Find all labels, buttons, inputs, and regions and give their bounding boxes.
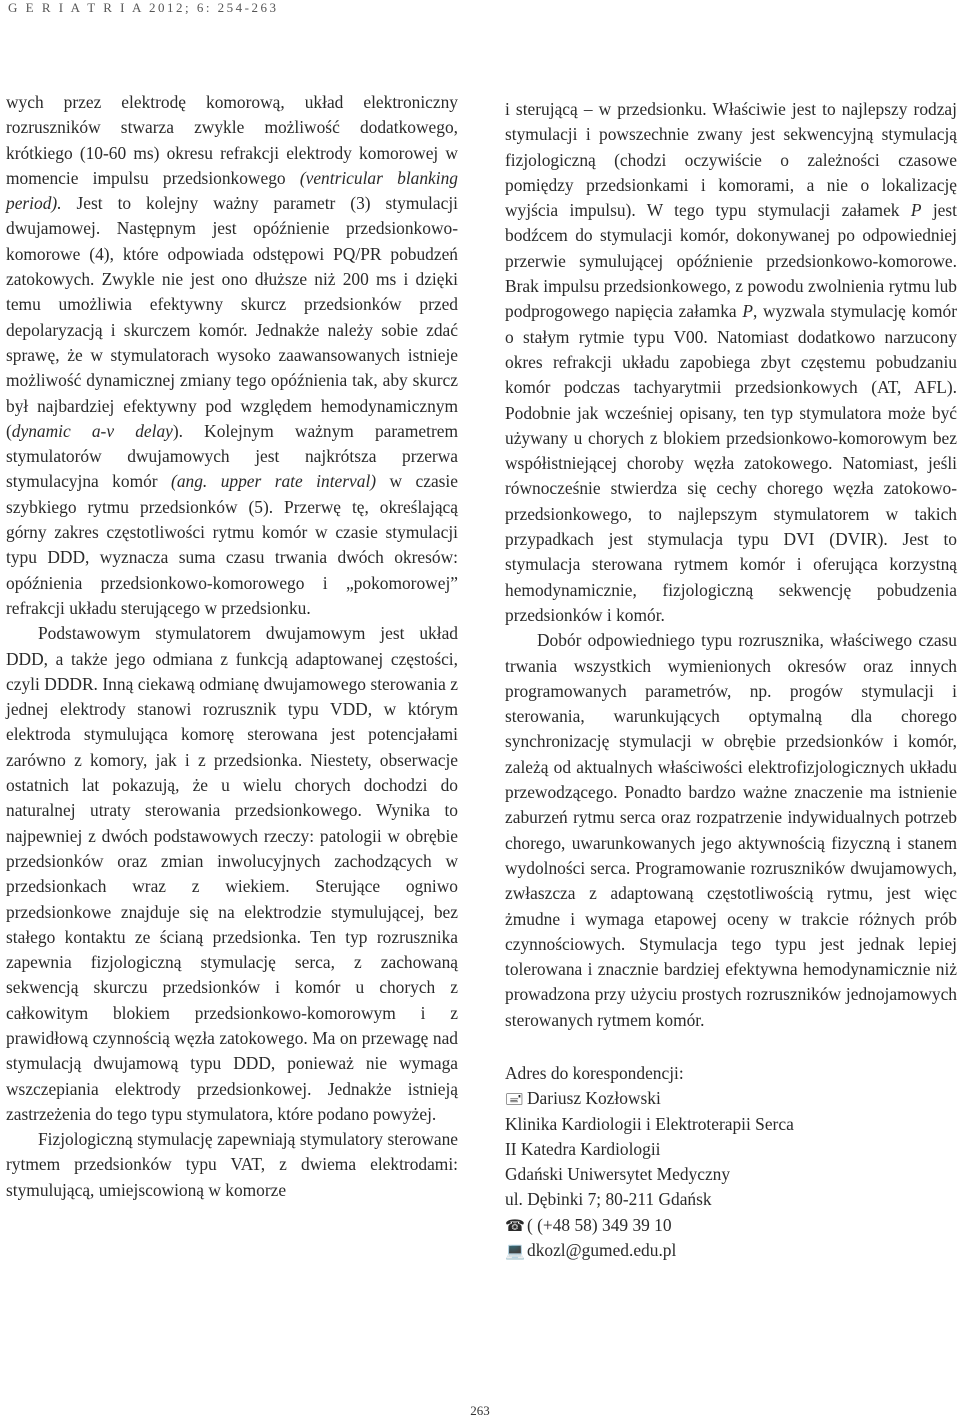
address-line: Gdański Uniwersytet Medyczny [505, 1164, 731, 1185]
computer-icon: 💻 [505, 1241, 525, 1261]
paragraph: Fizjologiczną stymulację zapewniają stymulatory sterowane rytmem przedsionków typu VAT, z dwiema elektrodami: stymulującą, umiejscowioną w komorze [6, 1129, 458, 1200]
address-line: Klinika Kardiologii i Elektroterapii Serca [505, 1113, 794, 1134]
running-head: G E R I A T R I A 2012; 6: 254-263 [8, 0, 279, 15]
correspondence-heading: Adres do korespondencji: [505, 1062, 684, 1083]
phone-number: ( (+48 58) 349 39 10 [527, 1214, 672, 1235]
right-column [505, 97, 957, 1263]
phone-icon: ☎ [505, 1215, 525, 1235]
email-line [505, 1238, 957, 1263]
address-line: ul. Dębinki 7; 80-211 Gdańsk [505, 1189, 712, 1210]
paragraph: Podstawowym stymulatorem dwujamowym jest układ DDD, a także jego odmiana z funkcją adaptowanej częstości, czyli DDDR. Inną ciekawą odmianę dwujamowego sterowania z jednej elektrody stanowi rozrusznik typu VDD, w którym elektroda stymulująca komorę sterowana jest potencjałami zarówno z komory, jak i z przedsionka. Niestety, obserwacje ostatnich lat pokazują, że u wielu chorych dochodzi do naturalnej utraty sterowania przedsionkowego. Wynika to najpewniej z dwóch podstawowych rzeczy: patologii w obrębie przedsionków oraz zmian inwolucyjnych zachodzących w przedsionkach wraz z wiekiem. Sterujące ogniwo przedsionkowe znajduje się na elektrodzie stymulującej, bez stałego kontaktu ze ścianą przedsionka. Ten typ rozrusznika zapewnia fizjologiczną stymulację serca, z zachowaną sekwencją skurczu przedsionków i komór u chorych z całkowitym blokiem przedsionkowo-komorowym i z prawidłową czynnością węzła zatokowego. Ma on przewagę nad stymulacją dwujamową typu DDD, ponieważ nie wymaga wszczepiania elektrody przedsionkowej. Jednakże istnieją zastrzeżenia do tego typu stymulatora, które podano powyżej. [6, 623, 458, 1124]
left-column [6, 90, 458, 1203]
page-number: 263 [470, 1403, 490, 1418]
correspondence-name-line [505, 1086, 957, 1111]
correspondence-block [505, 1061, 957, 1263]
paragraph: i sterującą – w przedsionku. Właściwie jest to najlepszy rodzaj stymulacji i powszechnie zwany jest sekwencyjną stymulacją fizjologiczną (chodzi oczywiście o zależności czasowe pomiędzy przedsionkami i komorami, a nie o lokalizację wyjścia impulsu). W tego typu stymulacji załamek P jest bodźcem do stymulacji komór, dokonywanej po odpowiedniej przerwie symulującej opóźnienie przedsionkowo-komorowe. Brak impulsu przedsionkowego, z powodu zwolnienia rytmu lub podprogowego napięcia załamka P, wyzwala stymulację komór o stałym rytmie typu V00. Natomiast dodatkowo narzucony okres refrakcji układu zapobiega zbyt częstemu pobudzaniu komór podczas tachyarytmii przedsionkowych (AT, AFL). Podobnie jak wcześniej opisany, ten typ stymulatora może być używany u chorych z blokiem przedsionkowo-komorowym bez współistniejącej choroby węzła zatokowego. Natomiast, jeśli równocześnie stwierdza się cechy chorego węzła zatokowo-przedsionkowego, to najlepszym stymulatorem w takich przypadkach jest stymulacja typu DVI (DVIR). Jest to stymulacja sterowana rytmem komór i oferująca korzystną hemodynamicznie, fizjologiczną sekwencję pobudzenia przedsionków i komór. [505, 99, 958, 625]
address-line: II Katedra Kardiologii [505, 1138, 661, 1159]
author-name: Dariusz Kozłowski [527, 1088, 661, 1109]
paragraph: Dobór odpowiedniego typu rozrusznika, właściwego czasu trwania wszystkich wymienionych okresów oraz innych programowanych parametrów, np. progów stymulacji i sterowania, warunkujących optymalną dla chorego synchronizację stymulacji w obrębie przedsionków i komór, zależą od aktualnych właściwości elektrofizjologicznych układu przewodzącego. Ponadto bardzo ważne znaczenie ma istnienie zaburzeń rytmu serca oraz rozpatrzenie indywidualnych potrzeb chorego, uwarunkowanych jego aktywnością fizyczną i stanem wydolności serca. Programowanie rozruszników dwujamowych, zwłaszcza z adaptowaną częstotliwością rytmu, jest więc żmudne i wymaga etapowej oceny w trakcie różnych prób czynnościowych. Stymulacja tego typu jest jednak lepiej tolerowana i znacznie bardziej efektywna hemodynamicznie niż prowadzona przy użyciu prostych rozruszników jednojamowych sterowanych rytmem komór. [505, 630, 957, 1030]
email-address[interactable]: dkozl@gumed.edu.pl [527, 1240, 677, 1261]
paragraph: wych przez elektrodę komorową, układ elektroniczny rozruszników stwarza zwykle możliwość dodatkowego, krótkiego (10-60 ms) okresu refrakcji elektrody komorowej w momencie impulsu przedsionkowego (ventricular blanking period). Jest to kolejny ważny parametr (3) stymulacji dwujamowej. Następnym jest opóźnienie przedsionkowo-komorowe (4), które odpowiada odstępowi PQ/PR pobudzeń zatokowych. Zwykle nie jest ono dłuższe niż 200 ms i dzięki temu umożliwia efektywny skurcz przedsionków przed depolaryzacją i skurczem komór. Jednakże należy sobie zdać sprawę, że w stymulatorach wysoko zaawansowanych istnieje możliwość dynamicznej zmiany tego opóźnienia tak, aby skurcz był najbardziej efektywny pod względem hemodynamicznym (dynamic a-v delay). Kolejnym ważnym parametrem stymulatorów dwujamowych jest najkrótsza przerwa stymulacyjna komór (ang. upper rate interval) w czasie szybkiego rytmu przedsionków (5). Przerwę tę, określającą górny zakres częstotliwości rytmu komór w czasie stymulacji typu DDD, wyznacza suma czasu trwania dwóch okresów: opóźnienia przedsionkowo-komorowego i „pokomorowej” refrakcji układu sterującego w przedsionku. [6, 92, 458, 618]
phone-line [505, 1213, 957, 1238]
mail-icon: 🖃 [505, 1089, 524, 1109]
